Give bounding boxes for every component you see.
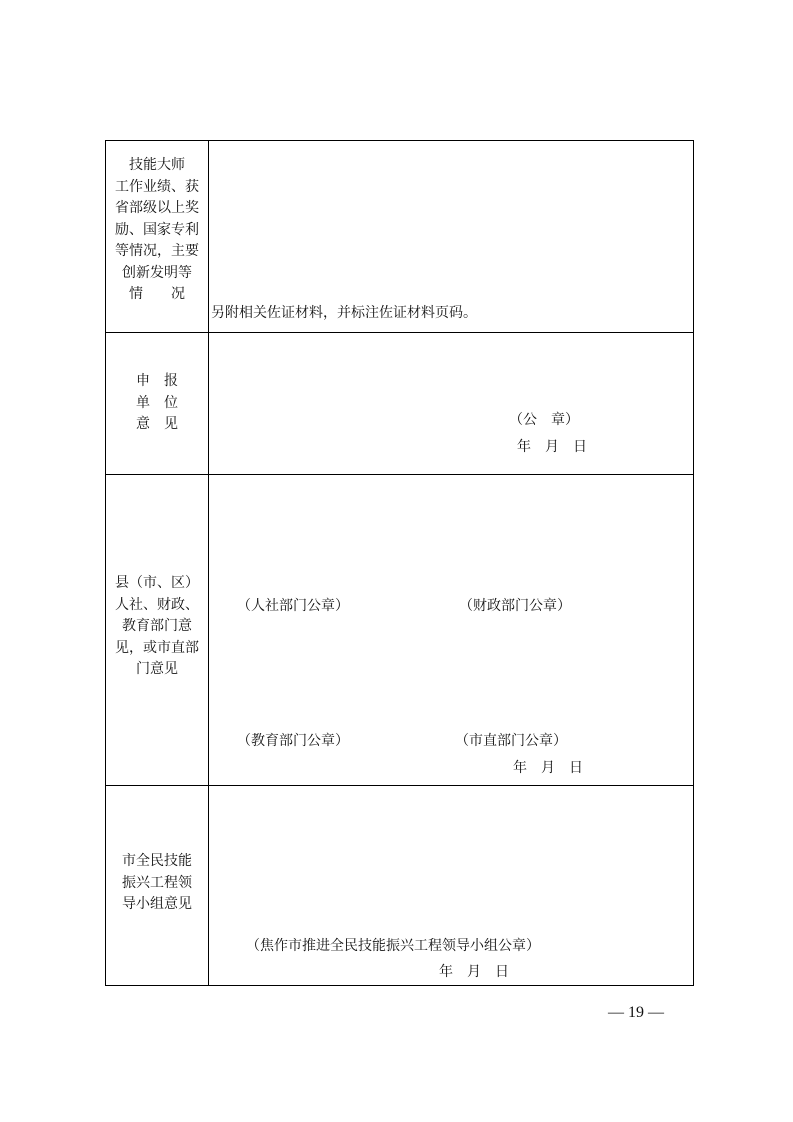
county-departments-opinion-label (105, 573, 209, 681)
table-border-right (693, 140, 694, 986)
label-line: 励、国家专利 (115, 221, 199, 238)
label-line: 县（市、区） (115, 575, 199, 591)
label-line: 门意见 (136, 661, 178, 677)
label-line: 等情况，主要 (115, 243, 199, 259)
label-line: 技能大师 (129, 157, 185, 173)
label-line: 市全民技能 (122, 853, 192, 869)
label-line: 省部级以上奖 (115, 200, 199, 216)
achievements-label (105, 155, 209, 306)
applicant-unit-opinion-label (105, 371, 209, 436)
row-divider-2 (105, 474, 694, 475)
supporting-materials-note: 另附相关佐证材料，并标注佐证材料页码。 (211, 305, 477, 321)
label-line: 创新发明等 (122, 264, 192, 281)
municipal-department-seal: （市直部门公章） (455, 733, 567, 749)
label-line: 振兴工程领 (122, 874, 192, 891)
label-line: 单 位 (136, 394, 178, 411)
label-line: 人社、财政、 (115, 596, 199, 613)
label-line: 导小组意见 (122, 896, 192, 912)
leading-group-date-placeholder: 年 月 日 (439, 964, 509, 980)
finance-seal: （财政部门公章） (459, 598, 571, 614)
label-line: 见，或市直部 (115, 639, 199, 656)
label-line: 情 况 (129, 286, 185, 302)
unit-seal-placeholder: （公 章） (509, 412, 579, 428)
unit-date-placeholder: 年 月 日 (517, 439, 587, 455)
row-divider-3 (105, 785, 694, 786)
row-divider-1 (105, 332, 694, 333)
leading-group-opinion-label (105, 851, 209, 916)
label-line: 工作业绩、获 (115, 178, 199, 195)
county-date-placeholder: 年 月 日 (513, 760, 583, 776)
hr-social-security-seal: （人社部门公章） (237, 598, 349, 614)
leading-group-seal: （焦作市推进全民技能振兴工程领导小组公章） (246, 938, 540, 954)
page-number: — 19 — (608, 1004, 664, 1021)
education-seal: （教育部门公章） (237, 733, 349, 749)
table-border-bottom (105, 985, 694, 986)
label-line: 申 报 (136, 373, 178, 389)
table-border-top (105, 140, 694, 141)
label-line: 意 见 (136, 416, 178, 432)
label-line: 教育部门意 (122, 618, 192, 634)
